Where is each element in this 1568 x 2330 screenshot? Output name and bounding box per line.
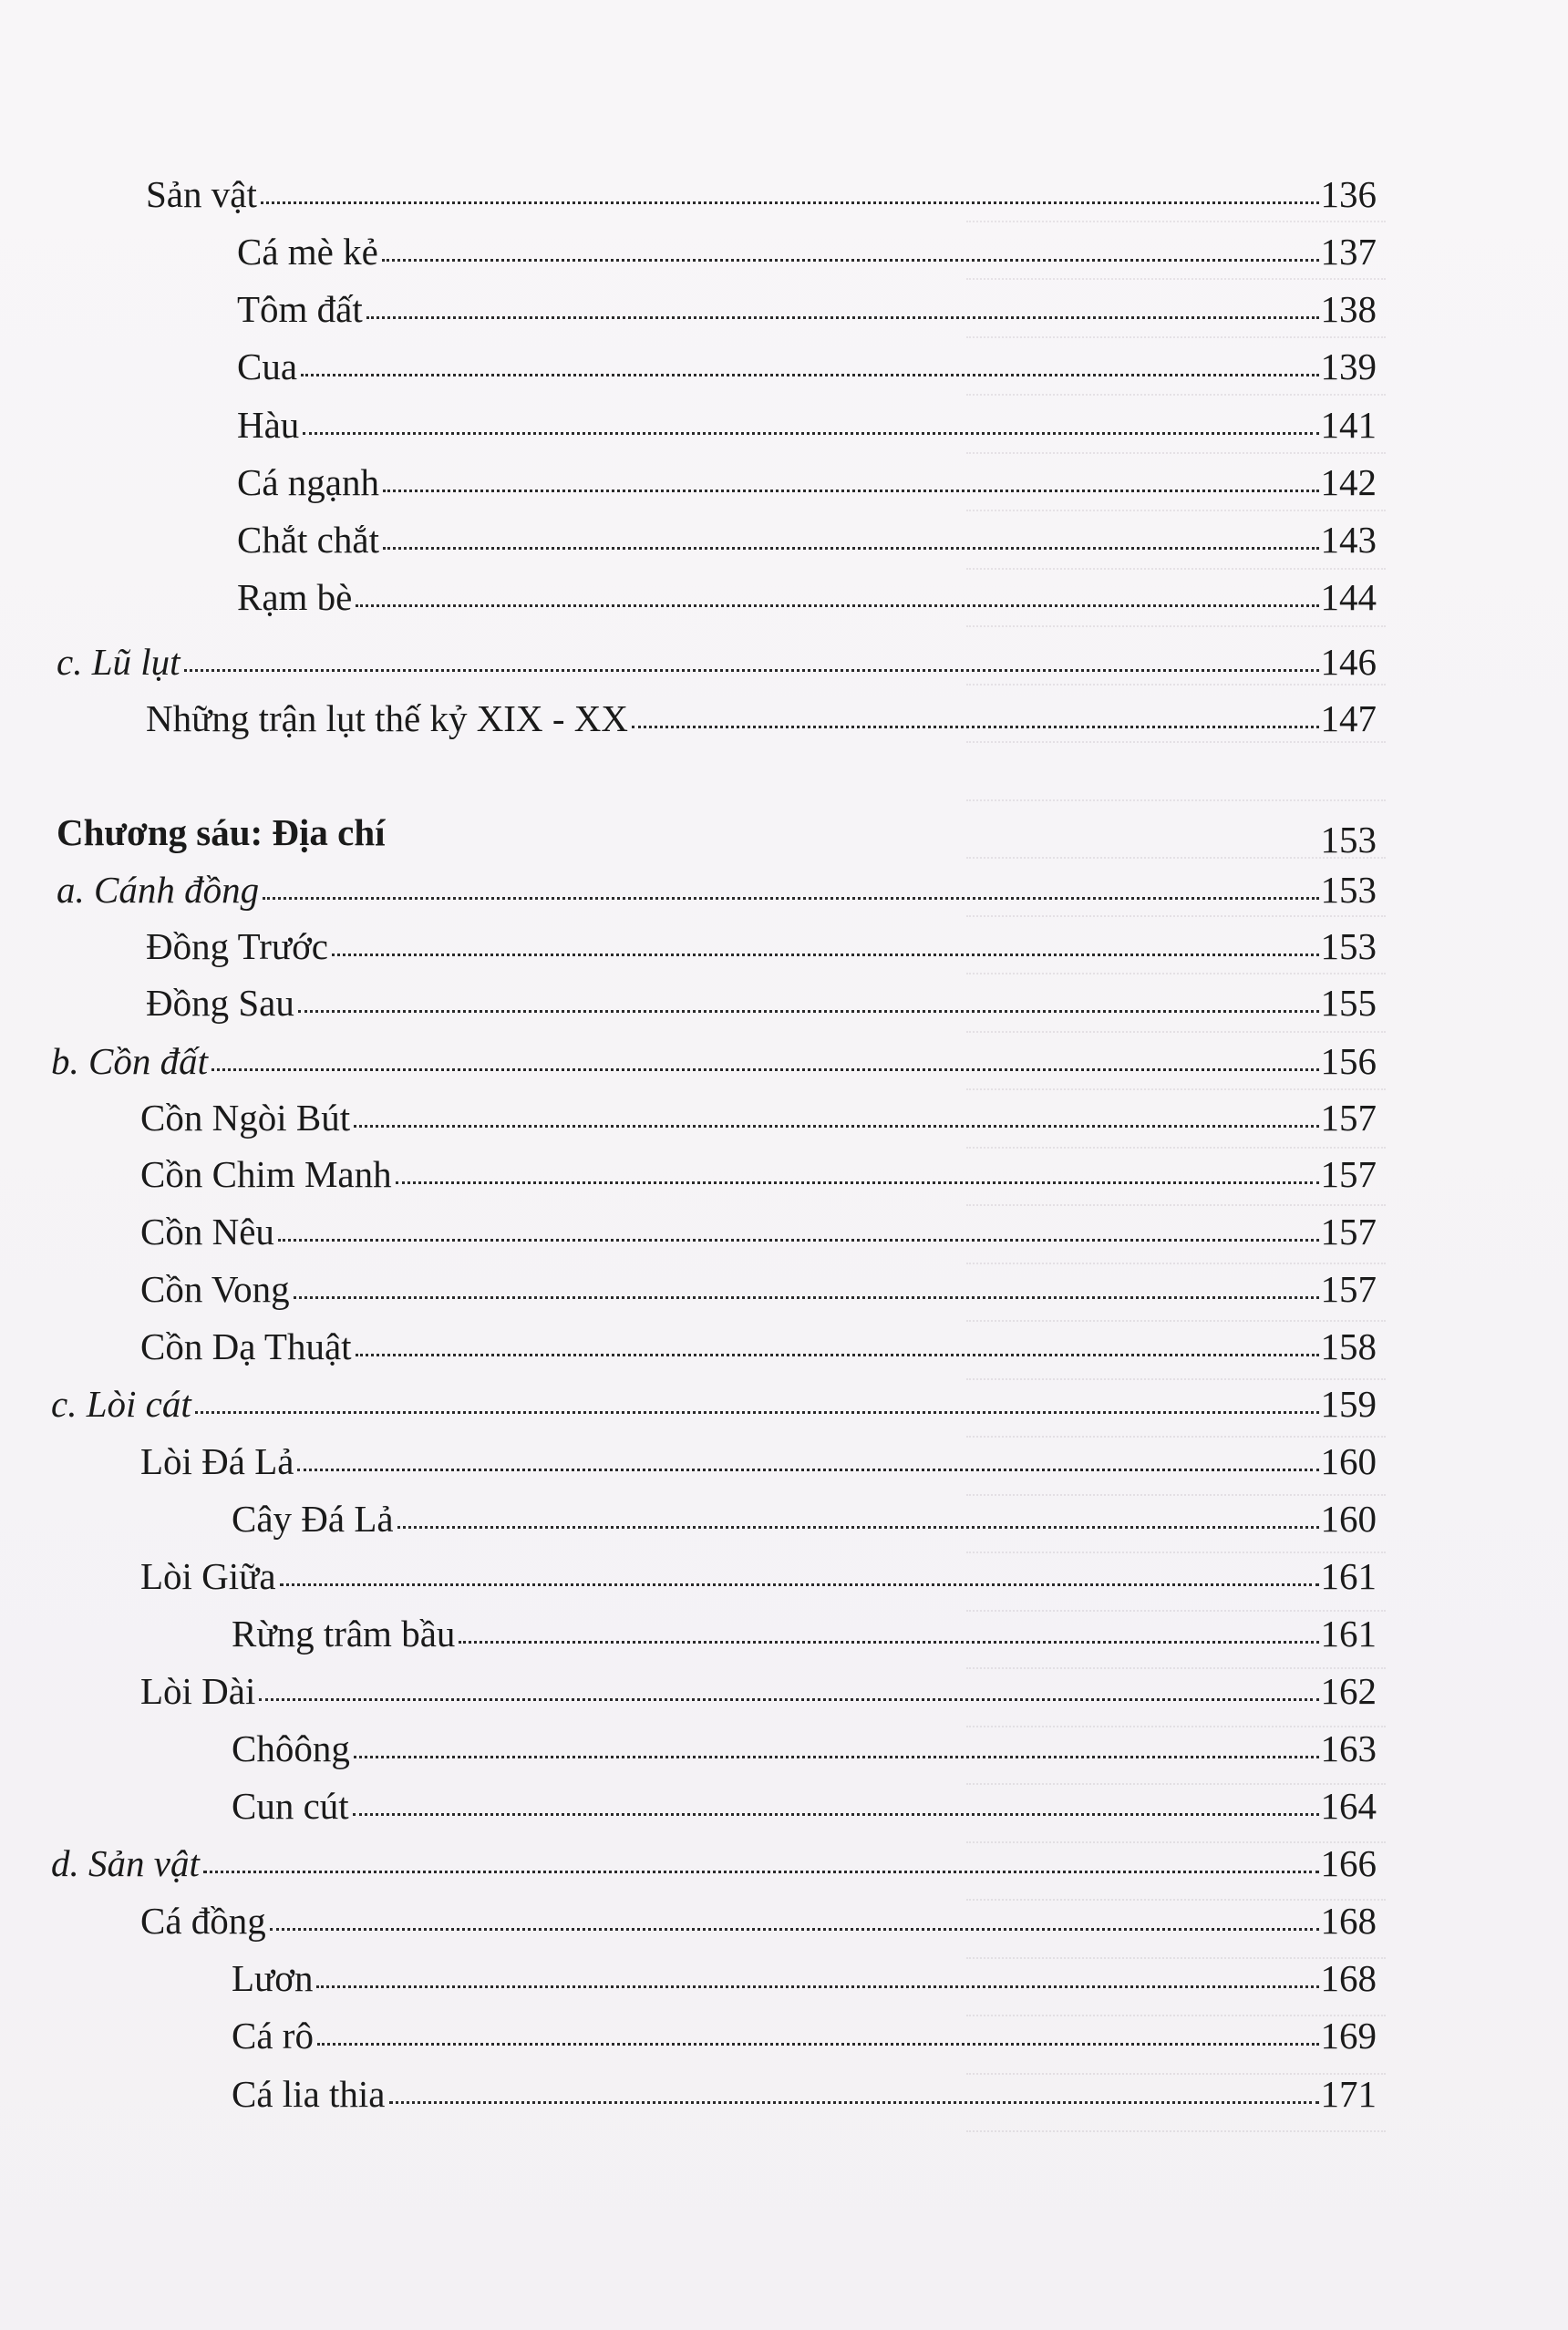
toc-entry-label: Sản vật: [146, 173, 257, 215]
toc-entry: [232, 1955, 1377, 2001]
toc-entry-page: 138: [1320, 288, 1377, 330]
toc-entry: [146, 923, 1377, 969]
toc-entry-page: 162: [1320, 1670, 1377, 1712]
toc-entry-label: Lòi Đá Lả: [140, 1440, 294, 1482]
toc-entry-label: Cun cút: [232, 1785, 349, 1827]
toc-entry-page: 163: [1320, 1727, 1377, 1769]
toc-entry-label: Cá rô: [232, 2015, 314, 2057]
leader-dots: [294, 1296, 1319, 1299]
toc-entry-label: Tôm đất: [237, 288, 363, 330]
toc-entry: [140, 1553, 1377, 1599]
toc-section-label: a. Cánh đồng: [57, 869, 260, 911]
toc-entry-label: Lòi Giữa: [140, 1555, 276, 1597]
leader-dots: [397, 1526, 1319, 1529]
leader-dots: [301, 374, 1318, 376]
toc-entry-page: 153: [1320, 869, 1377, 911]
toc-entry-page: 146: [1320, 641, 1377, 683]
leader-dots: [195, 1411, 1319, 1414]
toc-entry-page: 168: [1320, 1957, 1377, 1999]
toc-section: [51, 1840, 1377, 1886]
toc-entry: [237, 402, 1377, 448]
leader-dots: [211, 1068, 1319, 1071]
leader-dots: [270, 1928, 1319, 1931]
toc-entry-page: 166: [1320, 1842, 1377, 1884]
toc-entry-label: Hàu: [237, 404, 300, 446]
toc-entry-label: Rạm bè: [237, 576, 353, 618]
toc-entry-page: 157: [1320, 1097, 1377, 1139]
toc-entry-page: 159: [1320, 1383, 1377, 1425]
leader-dots: [316, 1985, 1318, 1988]
toc-entry-page: 143: [1320, 519, 1377, 561]
toc-entry-label: Cua: [237, 345, 298, 387]
toc-section-label: b. Cồn đất: [51, 1040, 208, 1082]
toc-chapter: [57, 809, 1377, 861]
toc-entry-page: 141: [1320, 404, 1377, 446]
toc-entry-page: 168: [1320, 1900, 1377, 1942]
toc-entry: [232, 1611, 1377, 1656]
toc-entry-label: Lòi Dài: [140, 1670, 256, 1712]
leader-dots: [383, 547, 1319, 550]
toc-entry: [232, 1496, 1377, 1541]
toc-entry-label: Cồn Ngòi Bút: [140, 1097, 351, 1139]
toc-entry-page: 157: [1320, 1268, 1377, 1310]
toc-entry-label: Những trận lụt thế kỷ XIX - XX: [146, 697, 628, 739]
toc-entry-label: Cá ngạnh: [237, 461, 379, 503]
toc-entry-label: Rừng trâm bầu: [232, 1613, 456, 1655]
leader-dots: [317, 2043, 1319, 2046]
leader-dots: [280, 1583, 1319, 1586]
toc-entry-page: 161: [1320, 1613, 1377, 1655]
toc-entry-page: 156: [1320, 1040, 1377, 1082]
toc-entry-page: 155: [1320, 982, 1377, 1024]
toc-entry-page: 169: [1320, 2015, 1377, 2057]
toc-entry-label: Đồng Trước: [146, 925, 328, 967]
toc-entry: [146, 171, 1377, 217]
leader-dots: [356, 604, 1318, 607]
toc-entry: [140, 1266, 1377, 1312]
leader-dots: [263, 897, 1318, 900]
toc-entry: [232, 1726, 1377, 1771]
toc-entry: [146, 696, 1377, 741]
toc-entry: [140, 1151, 1377, 1197]
toc-entry: [232, 2013, 1377, 2058]
toc-entry: [140, 1438, 1377, 1484]
leader-dots: [298, 1010, 1319, 1013]
leader-dots: [366, 316, 1319, 319]
leader-dots: [383, 490, 1319, 492]
toc-entry-label: Chôông: [232, 1727, 350, 1769]
leader-dots: [354, 1125, 1318, 1128]
leader-dots: [332, 954, 1319, 956]
leader-dots: [353, 1813, 1319, 1816]
toc-section: [57, 867, 1377, 912]
toc-entry: [237, 574, 1377, 620]
toc-entry-label: Cá lia thia: [232, 2073, 386, 2115]
toc-entry-page: 139: [1320, 345, 1377, 387]
toc-section-label: d. Sản vật: [51, 1842, 200, 1884]
toc-entry-page: 160: [1320, 1498, 1377, 1540]
leader-dots: [203, 1871, 1319, 1873]
toc-entry-page: 136: [1320, 173, 1377, 215]
toc-entry: [232, 1783, 1377, 1829]
toc-entry: [237, 517, 1377, 562]
leader-dots: [303, 432, 1318, 435]
leader-dots: [259, 1698, 1318, 1701]
leader-dots: [396, 1181, 1319, 1184]
toc-entry-label: Cồn Dạ Thuật: [140, 1325, 352, 1367]
toc-entry-page: 160: [1320, 1440, 1377, 1482]
toc-entry: [140, 1209, 1377, 1254]
toc-entry-page: 157: [1320, 1211, 1377, 1253]
leader-dots: [261, 201, 1319, 204]
toc-entry-page: 171: [1320, 2073, 1377, 2115]
toc-section: [51, 1381, 1377, 1427]
toc-entry-label: Cá đồng: [140, 1900, 266, 1942]
toc-entry-page: 158: [1320, 1325, 1377, 1367]
leader-dots: [184, 669, 1319, 672]
toc-section: [51, 1038, 1377, 1084]
leader-dots: [382, 259, 1319, 262]
toc-entry: [237, 459, 1377, 505]
toc-entry-label: Đồng Sau: [146, 982, 294, 1024]
toc-entry: [237, 286, 1377, 332]
leader-dots: [459, 1641, 1318, 1644]
chapter-title: Chương sáu: Địa chí: [57, 811, 386, 853]
toc-entry: [146, 980, 1377, 1026]
toc-section-label: c. Lũ lụt: [57, 641, 181, 683]
leader-dots: [632, 726, 1319, 728]
toc-entry-label: Cồn Vong: [140, 1268, 290, 1310]
toc-entry-page: 142: [1320, 461, 1377, 503]
toc-entry-label: Cồn Nêu: [140, 1211, 274, 1253]
toc-section-label: c. Lòi cát: [51, 1383, 191, 1425]
toc-entry-page: 164: [1320, 1785, 1377, 1827]
leader-dots: [389, 2101, 1319, 2104]
leader-dots: [278, 1239, 1319, 1242]
toc-entry-page: 144: [1320, 576, 1377, 618]
toc-entry-page: 153: [1320, 925, 1377, 967]
toc-entry-label: Cá mè kẻ: [237, 231, 378, 273]
toc-entry: [140, 1095, 1377, 1140]
toc-entry-label: Cây Đá Lả: [232, 1498, 394, 1540]
leader-dots: [356, 1354, 1319, 1356]
toc-entry-page: 147: [1320, 697, 1377, 739]
leader-dots: [297, 1469, 1318, 1471]
toc-entry: [232, 2071, 1377, 2117]
toc-entry: [237, 344, 1377, 389]
toc-section: [57, 639, 1377, 685]
toc-entry-label: Chắt chắt: [237, 519, 379, 561]
toc-entry: [140, 1668, 1377, 1714]
toc-entry-page: 161: [1320, 1555, 1377, 1597]
leader-dots: [354, 1756, 1319, 1758]
toc-entry-page: 157: [1320, 1153, 1377, 1195]
toc-entry: [140, 1898, 1377, 1943]
toc-entry: [140, 1324, 1377, 1369]
toc-entry-label: Cồn Chim Manh: [140, 1153, 392, 1195]
toc-entry: [237, 229, 1377, 274]
toc-entry-page: 137: [1320, 231, 1377, 273]
toc-entry-page: 153: [1320, 819, 1377, 861]
toc-entry-label: Lươn: [232, 1957, 314, 1999]
